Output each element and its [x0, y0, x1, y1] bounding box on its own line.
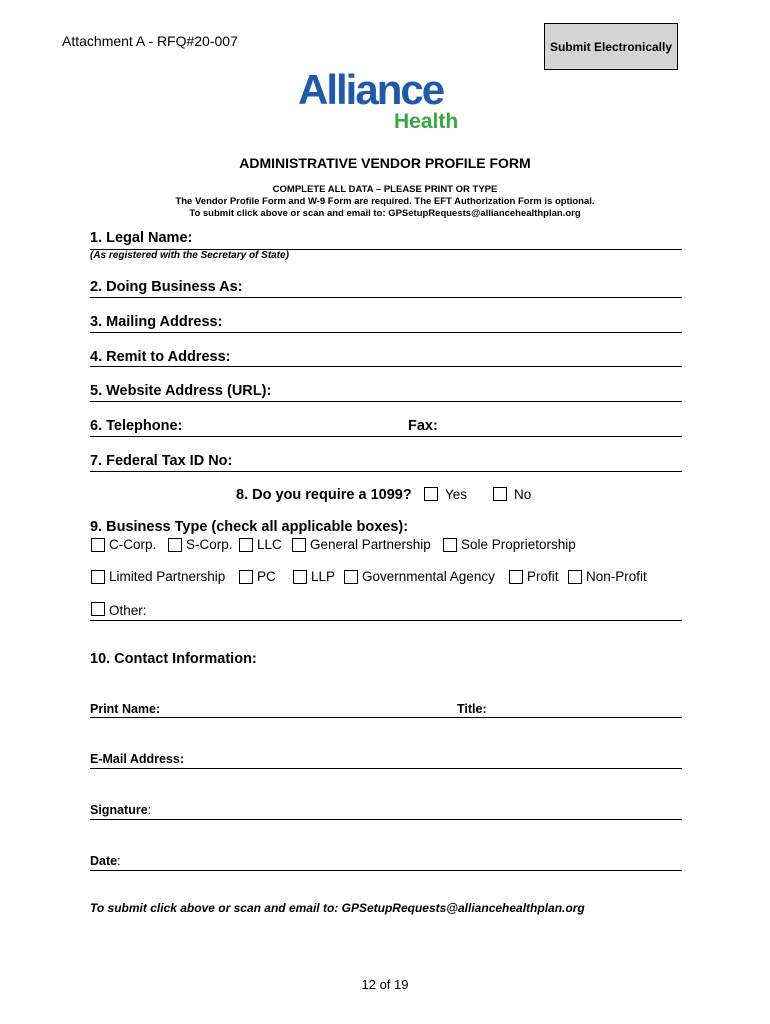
- signature-label-text: Signature: [90, 803, 148, 817]
- logo-health-text: Health: [394, 110, 459, 132]
- date-label-text: Date: [90, 854, 118, 868]
- llp-checkbox[interactable]: [293, 570, 307, 584]
- date-label: [90, 854, 121, 868]
- page-number: 12 of 19: [361, 977, 409, 992]
- website-label: 5. Website Address (URL):: [90, 383, 272, 399]
- llc-checkbox[interactable]: [239, 538, 253, 552]
- profit-checkbox[interactable]: [509, 570, 523, 584]
- mailing-address-label: 3. Mailing Address:: [90, 314, 223, 330]
- footer-submit-note: To submit click above or scan and email to: GPSetupRequests@alliancehealthplan.org: [90, 901, 585, 915]
- llc-label: LLC: [257, 537, 282, 552]
- submit-electronically-button[interactable]: Submit Electronically: [544, 23, 678, 70]
- llp-label: LLP: [311, 569, 336, 584]
- contact-info-label: 10. Contact Information:: [90, 651, 257, 667]
- instruction-line-2: The Vendor Profile Form and W-9 Form are required. The EFT Authorization Form is optional.: [175, 196, 595, 207]
- signature-input[interactable]: [165, 799, 684, 821]
- c-corp-checkbox[interactable]: [91, 538, 105, 552]
- print-name-label: Print Name:: [90, 702, 161, 716]
- logo-alliance-text: Alliance: [298, 66, 444, 113]
- remit-address-label: 4. Remit to Address:: [90, 349, 231, 365]
- q1099-label: 8. Do you require a 1099?: [236, 487, 412, 503]
- telephone-input[interactable]: [195, 416, 399, 438]
- dba-input[interactable]: [255, 277, 684, 299]
- email-input[interactable]: [200, 748, 684, 770]
- date-line: [90, 870, 682, 871]
- email-line: [90, 768, 682, 769]
- date-input[interactable]: [130, 850, 684, 872]
- attachment-label: Attachment A - RFQ#20-007: [62, 33, 238, 49]
- q1099-no-label: No: [514, 487, 532, 502]
- dba-label: 2. Doing Business As:: [90, 279, 243, 295]
- pc-checkbox[interactable]: [239, 570, 253, 584]
- sole-proprietorship-label: Sole Proprietorship: [461, 537, 576, 552]
- q1099-no-checkbox[interactable]: [493, 487, 507, 501]
- business-type-label: 9. Business Type (check all applicable boxes):: [90, 519, 409, 535]
- fax-input[interactable]: [445, 416, 684, 438]
- legal-name-input[interactable]: [200, 228, 684, 250]
- limited-partnership-checkbox[interactable]: [91, 570, 105, 584]
- website-line: [90, 401, 682, 402]
- tax-id-line: [90, 471, 682, 472]
- dba-line: [90, 297, 682, 298]
- alliance-health-logo: [296, 62, 476, 132]
- telephone-label: 6. Telephone:: [90, 418, 183, 434]
- signature-colon: :: [147, 803, 152, 817]
- q1099-yes-label: Yes: [445, 487, 468, 502]
- pc-label: PC: [257, 569, 276, 584]
- limited-partnership-label: Limited Partnership: [109, 569, 226, 584]
- general-partnership-checkbox[interactable]: [292, 538, 306, 552]
- telephone-line: [90, 436, 682, 437]
- profit-label: Profit: [527, 569, 559, 584]
- s-corp-label: S-Corp.: [186, 537, 233, 552]
- remit-address-line: [90, 366, 682, 367]
- instruction-line-1: COMPLETE ALL DATA – PLEASE PRINT OR TYPE: [272, 184, 498, 195]
- general-partnership-label: General Partnership: [310, 537, 431, 552]
- signature-label: [90, 803, 151, 817]
- s-corp-checkbox[interactable]: [168, 538, 182, 552]
- other-checkbox[interactable]: [91, 602, 105, 616]
- fax-label: Fax:: [408, 418, 438, 434]
- tax-id-label: 7. Federal Tax ID No:: [90, 453, 233, 469]
- mailing-address-line: [90, 332, 682, 333]
- non-profit-label: Non-Profit: [586, 569, 647, 584]
- governmental-agency-label: Governmental Agency: [362, 569, 495, 584]
- governmental-agency-checkbox[interactable]: [344, 570, 358, 584]
- date-colon: :: [117, 854, 121, 868]
- other-line: [90, 620, 682, 621]
- mailing-address-input[interactable]: [235, 312, 684, 334]
- tax-id-input[interactable]: [248, 451, 684, 473]
- non-profit-checkbox[interactable]: [568, 570, 582, 584]
- print-name-line: [90, 717, 682, 718]
- instruction-line-3: To submit click above or scan and email to: GPSetupRequests@alliancehealthplan.org: [189, 208, 581, 219]
- other-input[interactable]: [158, 600, 684, 622]
- q1099-yes-checkbox[interactable]: [424, 487, 438, 501]
- sole-proprietorship-checkbox[interactable]: [443, 538, 457, 552]
- legal-name-label: 1. Legal Name:: [90, 230, 193, 246]
- signature-line: [90, 819, 682, 820]
- email-label: E-Mail Address:: [90, 752, 185, 766]
- title-label: Title:: [457, 702, 487, 716]
- website-input[interactable]: [285, 381, 684, 403]
- c-corp-label: C-Corp.: [109, 537, 157, 552]
- form-title: ADMINISTRATIVE VENDOR PROFILE FORM: [239, 155, 531, 171]
- legal-name-note: (As registered with the Secretary of State): [90, 250, 289, 261]
- other-label: Other:: [109, 603, 147, 618]
